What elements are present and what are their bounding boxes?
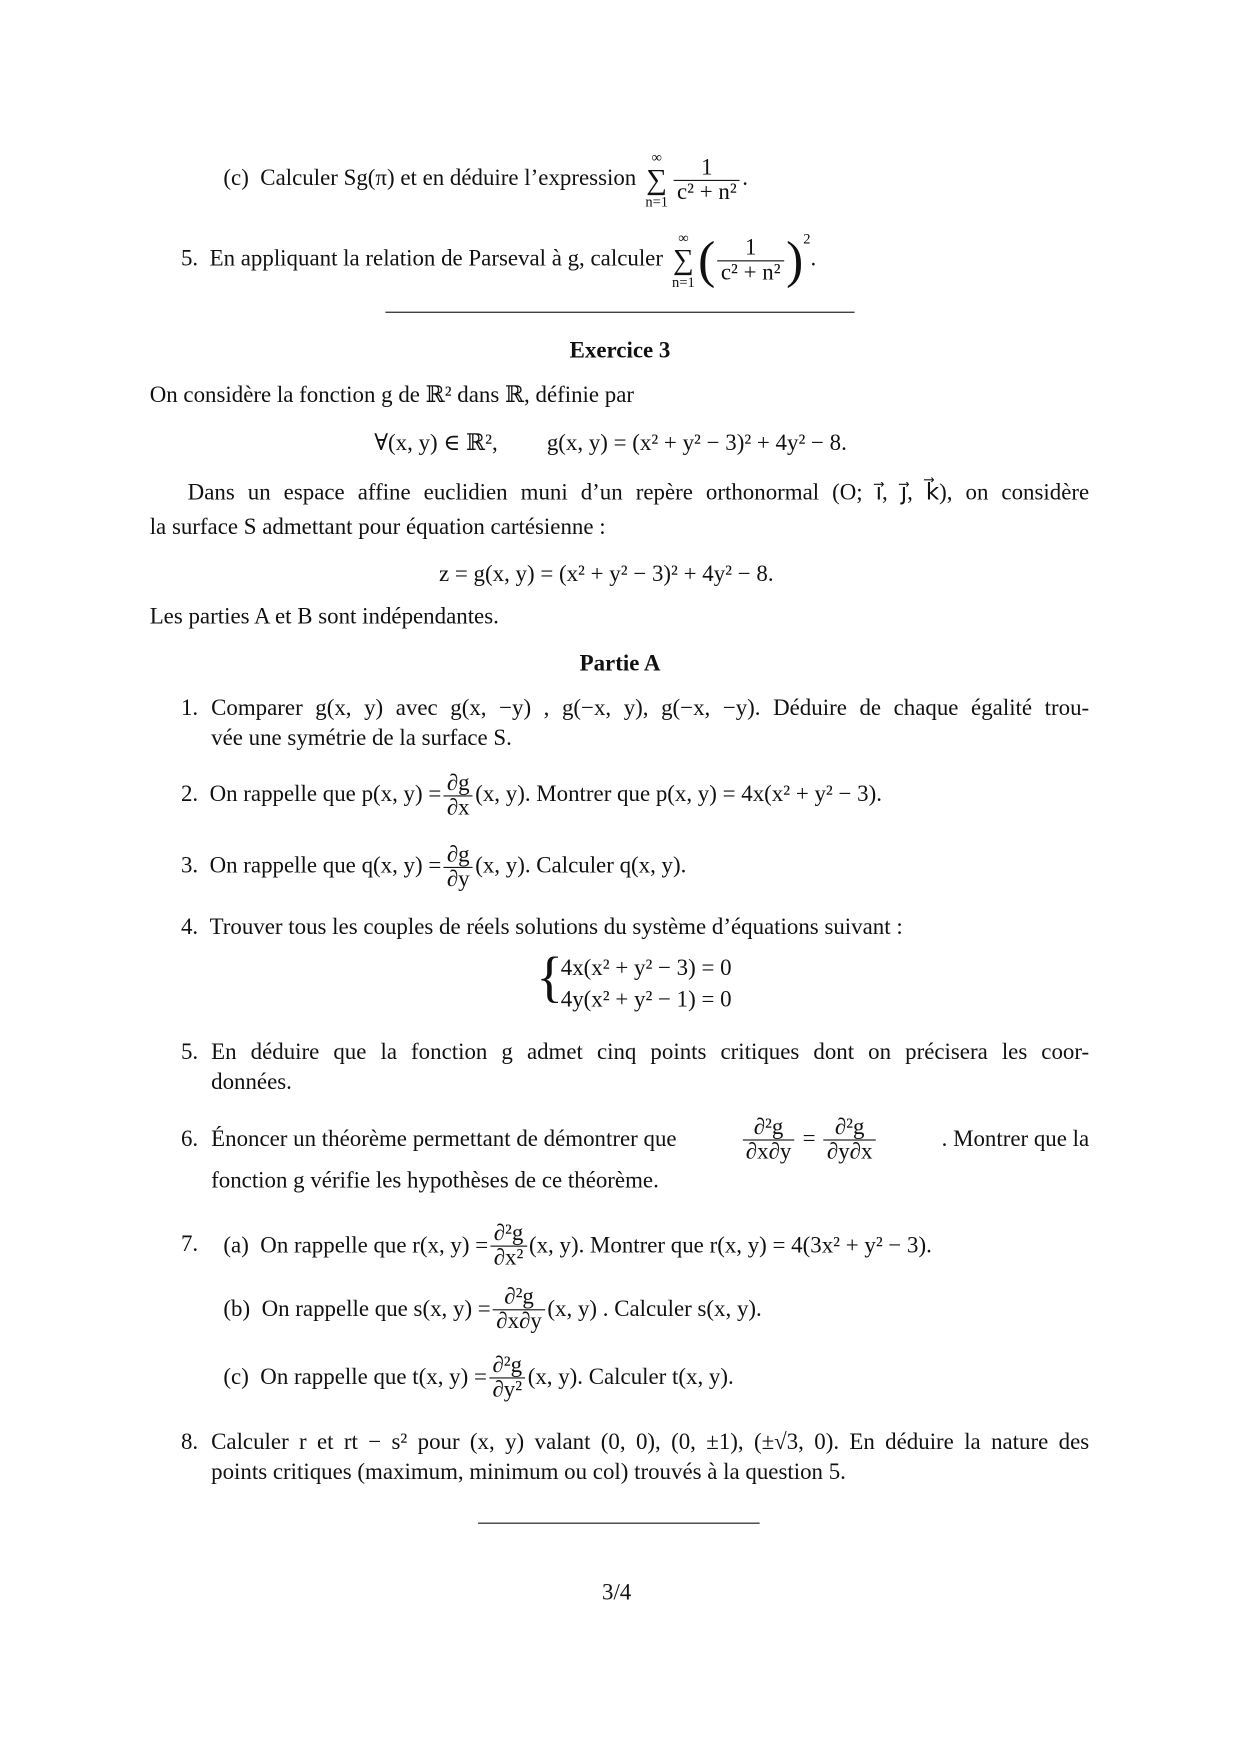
paragraph-line-1: Dans un espace affine euclidien muni d’un repère orthonormal (O; i⃗, j⃗, k⃗), on considère <box>187 480 1090 505</box>
question-1-line-2: vée une symétrie de la surface S. <box>211 726 512 751</box>
numerator: ∂²g <box>490 1222 526 1247</box>
question-4c <box>223 150 748 210</box>
paragraph-line-2: la surface S admettant pour équation cartésienne : <box>149 514 606 540</box>
question-5-line-2: données. <box>211 1070 292 1095</box>
separator-line <box>478 1523 760 1524</box>
right-paren: ) <box>786 231 804 289</box>
sum-sign: ∑ <box>673 243 694 276</box>
equals-sign: = <box>802 1125 816 1151</box>
item-label: 4. <box>180 914 199 940</box>
fraction <box>444 772 473 820</box>
fraction <box>717 236 783 284</box>
item-label: (b) <box>223 1296 251 1322</box>
sum-symbol <box>645 150 668 210</box>
question-2 <box>181 772 882 820</box>
denominator: ∂x <box>446 795 470 820</box>
denominator: ∂y∂x <box>826 1138 873 1164</box>
definition-equation <box>374 430 847 457</box>
parts-note: Les parties A et B sont indépendantes. <box>149 604 499 629</box>
denominator: ∂x² <box>493 1245 524 1270</box>
numerator: ∂²g <box>489 1353 525 1378</box>
page-number: 3/4 <box>601 1580 632 1606</box>
item-text: On rappelle que q(x, y) = <box>209 853 442 879</box>
equation-system <box>536 945 782 1018</box>
question-6-line-1 <box>211 1113 1089 1167</box>
item-label: (a) <box>223 1233 249 1258</box>
numerator: ∂²g <box>742 1115 794 1140</box>
question-8-line-2: points critiques (maximum, minimum ou col) trouvés à la question 5. <box>211 1460 846 1485</box>
item-text: Calculer Sg(π) et en déduire l’expression <box>260 166 637 191</box>
item-text: . Montrer que la <box>941 1127 1090 1152</box>
quantifier: ∀(x, y) ∈ ℝ², <box>374 431 498 456</box>
question-7b <box>223 1282 761 1336</box>
question-4 <box>181 914 903 941</box>
math-expression <box>740 1115 878 1163</box>
numerator: ∂g <box>444 772 473 797</box>
denominator: ∂x∂y <box>496 1308 542 1334</box>
question-7a <box>223 1219 931 1273</box>
fraction <box>493 1285 545 1333</box>
question-8-label: 8. <box>180 1429 199 1455</box>
fraction <box>444 843 473 891</box>
item-label: (c) <box>223 166 249 191</box>
intro-text: On considère la fonction g de ℝ² dans ℝ, définie par <box>149 383 635 408</box>
part-title: Partie A <box>579 651 661 676</box>
equation-2: 4y(x² + y² − 1) = 0 <box>560 987 732 1013</box>
fraction <box>490 1222 526 1270</box>
item-text: On rappelle que r(x, y) = <box>260 1233 489 1258</box>
numerator: 1 <box>674 156 740 181</box>
question-3 <box>181 843 686 891</box>
exercise-title: Exercice 3 <box>569 338 671 364</box>
denominator: ∂y² <box>492 1376 523 1402</box>
denominator: c² + n² <box>676 179 737 204</box>
item-label: 2. <box>180 782 199 807</box>
fraction <box>489 1353 525 1401</box>
left-brace: { <box>536 945 564 1008</box>
item-text: En appliquant la relation de Parseval à g, calculer <box>209 246 663 272</box>
equation-1: 4x(x² + y² − 3) = 0 <box>560 956 732 981</box>
item-text: On rappelle que t(x, y) = <box>260 1365 487 1390</box>
denominator: ∂x∂y <box>745 1138 792 1164</box>
item-label: (c) <box>223 1365 249 1390</box>
sum-symbol <box>672 230 695 290</box>
numerator: ∂g <box>444 843 473 868</box>
item-text: (x, y) . Calculer s(x, y). <box>547 1296 762 1322</box>
period: . <box>810 246 817 272</box>
sum-sign: ∑ <box>646 163 668 196</box>
sum-lower: n=1 <box>645 193 669 211</box>
item-text: On rappelle que p(x, y) = <box>209 782 442 807</box>
denominator: c² + n² <box>720 259 781 285</box>
question-8-line-1: Calculer r et rt − s² pour (x, y) valant (0, 0), (0, ±1), (±√3, 0). En déduire la nature des <box>211 1429 1090 1455</box>
item-text: Énoncer un théorème permettant de démontrer que <box>211 1127 677 1152</box>
denominator: ∂y <box>446 866 470 892</box>
question-5-line-1: En déduire que la fonction g admet cinq points critiques dont on précisera les coor- <box>211 1040 1090 1065</box>
surface-equation: z = g(x, y) = (x² + y² − 3)² + 4y² − 8. <box>439 561 774 587</box>
separator-line <box>385 312 854 313</box>
item-text: On rappelle que s(x, y) = <box>261 1296 491 1322</box>
item-text: (x, y). Montrer que p(x, y) = 4x(x² + y² − 3). <box>475 782 882 807</box>
item-label: 3. <box>180 853 199 879</box>
item-text: (x, y). Montrer que r(x, y) = 4(3x² + y² − 3). <box>528 1233 932 1258</box>
exponent: 2 <box>803 230 811 247</box>
question-1-line-1: Comparer g(x, y) avec g(x, −y) , g(−x, y), g(−x, −y). Déduire de chaque égalité trou- <box>211 695 1090 721</box>
period: . <box>742 166 749 191</box>
item-text: Trouver tous les couples de réels solutions du système d’équations suivant : <box>209 914 903 940</box>
fraction <box>824 1115 876 1163</box>
left-paren: ( <box>698 231 716 289</box>
question-1-label: 1. <box>180 695 199 721</box>
question-7-label: 7. <box>180 1232 199 1257</box>
fraction <box>742 1115 794 1163</box>
question-5-parseval <box>181 230 816 290</box>
equation: g(x, y) = (x² + y² − 3)² + 4y² − 8. <box>546 431 847 456</box>
numerator: ∂²g <box>824 1115 876 1140</box>
question-5-label: 5. <box>180 1040 199 1065</box>
question-6-line-2: fonction g vérifie les hypothèses de ce théorème. <box>211 1168 659 1194</box>
numerator: 1 <box>717 236 783 261</box>
question-6-label: 6. <box>180 1127 199 1152</box>
numerator: ∂²g <box>493 1285 545 1310</box>
item-label: 5. <box>180 246 199 272</box>
sum-upper: ∞ <box>651 148 662 166</box>
item-text: (x, y). Calculer q(x, y). <box>475 853 687 879</box>
sum-upper: ∞ <box>678 229 689 246</box>
sum-lower: n=1 <box>672 273 695 291</box>
question-7c <box>223 1351 733 1405</box>
item-text: (x, y). Calculer t(x, y). <box>527 1365 734 1390</box>
fraction <box>674 156 740 204</box>
